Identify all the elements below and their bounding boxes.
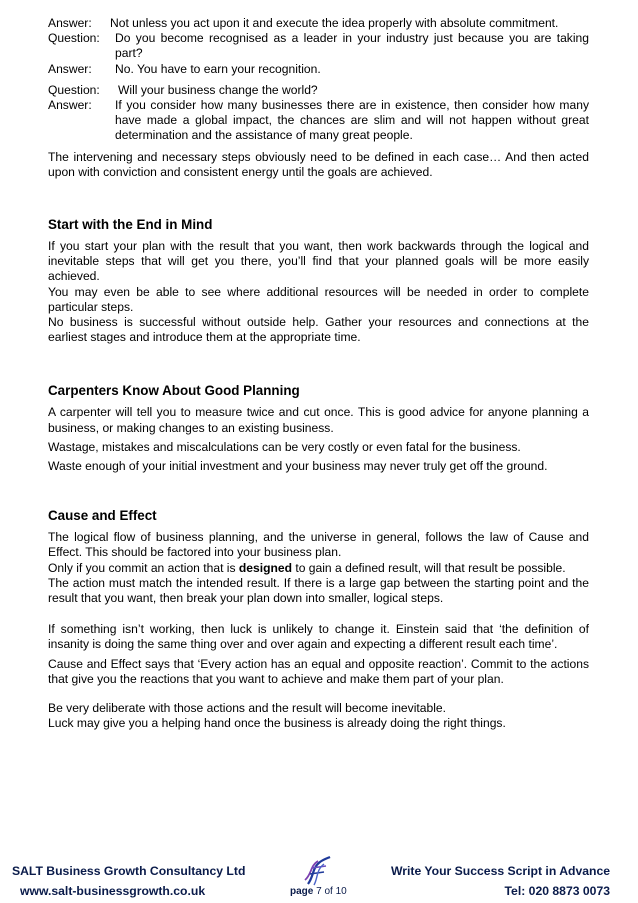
text-run: Only if you commit an action that is: [48, 560, 239, 575]
section-carpenters: [48, 382, 589, 474]
paragraph: If something isn’t working, then luck is unlikely to change it. Einstein said that ‘the definition of insanity is doing the same thing over and over again and expecting a different result each time’.: [48, 622, 589, 652]
qa-label: Answer:: [48, 16, 92, 30]
paragraph: If you start your plan with the result that you want, then work backwards through the logical and inevitable steps that will get you there, you’ll find that your planned goals will be more easily achieved.: [48, 239, 589, 284]
paragraph: Be very deliberate with those actions and the result will become inevitable.: [48, 701, 446, 716]
qa-row: [48, 16, 589, 31]
qa-label: Question:: [48, 31, 100, 46]
salt-logo-icon: [300, 854, 334, 888]
footer-company: SALT Business Growth Consultancy Ltd: [12, 864, 246, 878]
footer-tagline: Write Your Success Script in Advance: [391, 864, 610, 878]
qa-row: [48, 98, 589, 144]
page-word: page: [290, 886, 314, 897]
qa-row: [48, 62, 589, 77]
paragraph: Cause and Effect says that ‘Every action has an equal and opposite reaction’. Commit to the actions that give you the reactions that you want to achieve and make them part of your plan.: [48, 656, 589, 686]
qa-text: If you consider how many businesses there are in existence, then consider how many have made a global impact, the chances are slim and will not happen without great determination and the assistance of many great people.: [115, 98, 589, 143]
spacer: [48, 691, 589, 701]
section-heading: Start with the End in Mind: [48, 217, 213, 233]
paragraph: You may even be able to see where additional resources will be needed in order to complete particular steps.: [48, 284, 589, 314]
section-heading: Carpenters Know About Good Planning: [48, 383, 300, 399]
spacer: [48, 610, 589, 622]
paragraph-designed: [48, 561, 589, 576]
paragraph: A carpenter will tell you to measure twice and cut once. This is good advice for anyone planning a business, or making changes to an existing business.: [48, 405, 589, 435]
qa-row: [48, 83, 589, 98]
footer-page-number: [290, 886, 347, 897]
section-cause-effect: [48, 507, 589, 731]
paragraph: No business is successful without outside help. Gather your resources and connections at the earliest stages and introduce them at the appropriate time.: [48, 315, 589, 345]
qa-text: No. You have to earn your recognition.: [115, 61, 321, 76]
qa-label: Answer:: [48, 61, 92, 76]
qa-label: Answer:: [48, 98, 92, 113]
paragraph: Waste enough of your initial investment and your business may never truly get off the ground.: [48, 459, 548, 474]
footer-website: www.salt-businessgrowth.co.uk: [20, 884, 206, 898]
qa-text: Do you become recognised as a leader in your industry just because you are taking part?: [115, 31, 589, 61]
qa-block-1: [48, 16, 589, 77]
paragraph: The action must match the intended result. If there is a large gap between the starting point and the result that you want, then break your plan down into smaller, logical steps.: [48, 575, 589, 606]
paragraph: The logical flow of business planning, and the universe in general, follows the law of Cause and Effect. This should be factored into your business plan.: [48, 530, 589, 560]
intro-paragraph: The intervening and necessary steps obviously need to be defined in each case… And then acted upon with conviction and consistent energy until the goals are achieved.: [48, 149, 589, 179]
paragraph: Wastage, mistakes and miscalculations can be very costly or even fatal for the business.: [48, 439, 521, 454]
paragraph: Luck may give you a helping hand once the business is already doing the right things.: [48, 716, 506, 731]
text-run: to gain a defined result, will that result be possible.: [291, 560, 566, 575]
bold-word: designed: [238, 560, 292, 575]
page-content: [48, 16, 589, 732]
section-end-in-mind: [48, 216, 589, 345]
qa-block-2: [48, 83, 589, 144]
qa-label: Question:: [48, 82, 100, 97]
qa-text: Will your business change the world?: [118, 82, 318, 97]
page-of: of 10: [324, 886, 347, 897]
page-num: 7: [316, 886, 322, 897]
qa-text: Not unless you act upon it and execute the idea properly with absolute commitment.: [110, 16, 559, 30]
page-footer: [0, 852, 638, 903]
footer-tel: Tel: 020 8873 0073: [504, 884, 610, 898]
section-heading: Cause and Effect: [48, 508, 157, 524]
qa-row: [48, 31, 589, 61]
